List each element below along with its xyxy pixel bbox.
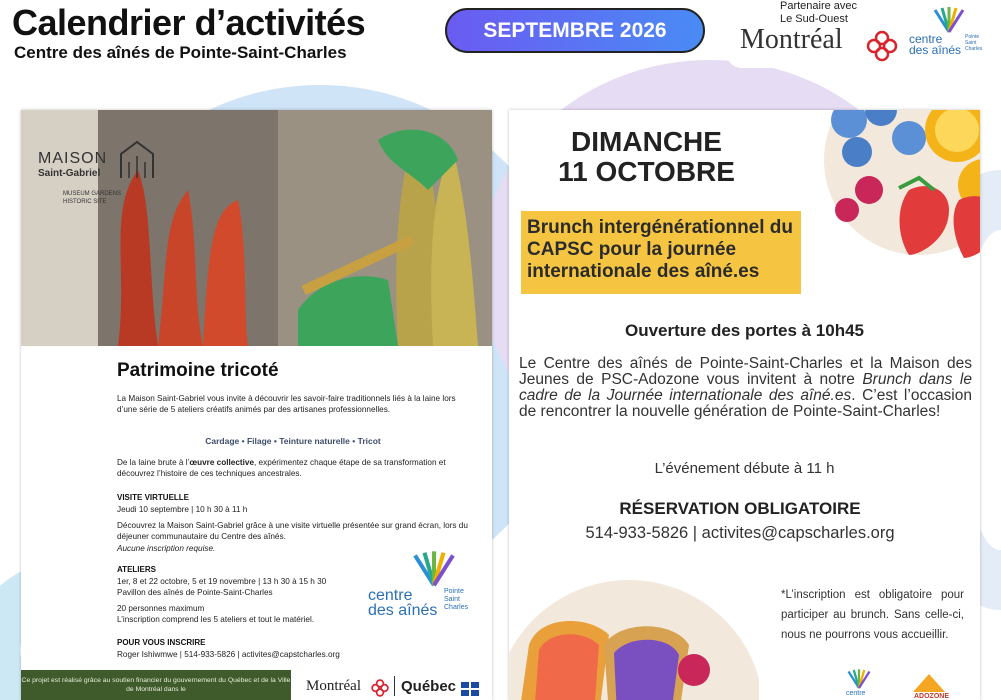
flyer-intro: La Maison Saint-Gabriel vous invite à découvrir les savoir-faire traditionnels liés à la laine lors d’une série de 5 ateliers créatifs animés par des artisanes professionnelles.	[117, 394, 456, 414]
page-subtitle: Centre des aînés de Pointe-Saint-Charles	[14, 43, 347, 62]
virtual-visit-when: Jeudi 10 septembre | 10 h 30 à 11 h	[117, 505, 248, 514]
montreal-footer-logo: Montréal	[306, 678, 361, 694]
event-date: 11 OCTOBRE	[558, 156, 735, 187]
virtual-visit-note: Aucune inscription requise.	[117, 544, 216, 553]
flyer-title: Patrimoine tricoté	[117, 360, 279, 381]
event-start-time: L’événement débute à 11 h	[654, 460, 835, 477]
workshops-where: Pavillon des aînés de Pointe-Saint-Charles	[117, 588, 273, 597]
month-badge: SEPTEMBRE 2026	[445, 8, 705, 53]
page-title: Calendrier d’activités	[12, 2, 366, 43]
montreal-rose-icon	[371, 679, 389, 697]
virtual-visit-label: VISITE VIRTUELLE	[117, 493, 190, 502]
brunch-flyer	[509, 110, 980, 700]
collective-text: De la laine brute à l’œuvre collective, expérimentez chaque étape de sa transformation et découvrez l’histoire de ces techniques ancestrales.	[117, 458, 446, 478]
workshops-when: 1er, 8 et 22 octobre, 5 et 19 novembre | 13 h 30 à 15 h 30	[117, 577, 327, 586]
museum-name-sub: Saint-Gabriel	[38, 168, 101, 179]
cda-fan-icon	[406, 550, 462, 588]
register-contact: Roger Ishiwmwe | 514-933-5826 | activites@capstcharles.org	[117, 650, 340, 659]
montreal-wordmark: Montréal	[740, 24, 843, 55]
cda-fan-icon	[929, 6, 969, 34]
funding-footer: Ce projet est réalisé grâce au soutien financier du gouvernement du Québec et de la Ville de Montréal dans le	[21, 670, 291, 700]
adozone-house-icon	[909, 670, 949, 692]
museum-name: MAISON	[38, 150, 108, 167]
partner-caption: Partenaire avec Le Sud-Ouest	[780, 0, 858, 25]
reservation-heading: RÉSERVATION OBLIGATOIRE	[619, 499, 861, 518]
registration-note: *L’inscription est obligatoire pour participer au brunch. Sans celle-ci, nous ne pourrons vous accueillir.	[781, 589, 964, 641]
workshops-included: L’inscription comprend les 5 ateliers et tout le matériel.	[117, 615, 315, 624]
quebec-flag-icon	[461, 682, 479, 696]
register-label: POUR VOUS INSCRIRE	[117, 638, 206, 647]
workshops-label: ATELIERS	[117, 565, 156, 574]
yarn-photo-illustration	[98, 110, 492, 346]
maison-house-icon	[119, 140, 157, 180]
toast-illustration	[509, 575, 759, 700]
fruit-bowl-illustration	[809, 110, 980, 260]
quebec-footer-logo: Québec	[401, 678, 457, 695]
adozone-logo-text: ADOZONE	[914, 693, 949, 700]
cda-mini-label: centre	[846, 690, 866, 697]
montreal-rose-icon	[866, 30, 898, 62]
museum-tagline: MUSEUM GARDENS HISTORIC SITE	[63, 191, 122, 205]
cda-fan-icon	[844, 668, 874, 690]
doors-open-time: Ouverture des portes à 10h45	[624, 321, 865, 340]
event-day: DIMANCHE	[571, 126, 722, 157]
brunch-title-box: Brunch intergénérationnel du CAPSC pour la journée internationale des aîné.es	[521, 211, 801, 294]
techniques-list: Cardage • Filage • Teinture naturelle • Tricot	[205, 436, 381, 446]
patrimoine-tricote-flyer	[21, 110, 492, 700]
workshops-max: 20 personnes maximum	[117, 604, 205, 613]
footer-divider	[394, 676, 395, 696]
event-description: Le Centre des aînés de Pointe-Saint-Charles et la Maison des Jeunes de PSC-Adozone vous invitent à notre Brunch dans le cadre de la Journée internationale des aîné.es. C’est l’occasion de rencontrer la nouvelle génération de Pointe-Saint-Charles!	[519, 355, 972, 420]
virtual-visit-desc: Découvrez la Maison Saint-Gabriel grâce à une visite virtuelle présentée sur grand écran, lors du déjeuner communautaire du Centre des aînés.	[117, 521, 468, 541]
centre-des-aines-logo: centre des aînés Pointe Saint Charles	[366, 550, 466, 622]
reservation-contact: 514-933-5826 | activites@capscharles.org	[585, 524, 895, 542]
yarn-photo	[98, 110, 492, 346]
centre-des-aines-logo: centre des aînés Pointe Saint Charles	[907, 6, 987, 62]
